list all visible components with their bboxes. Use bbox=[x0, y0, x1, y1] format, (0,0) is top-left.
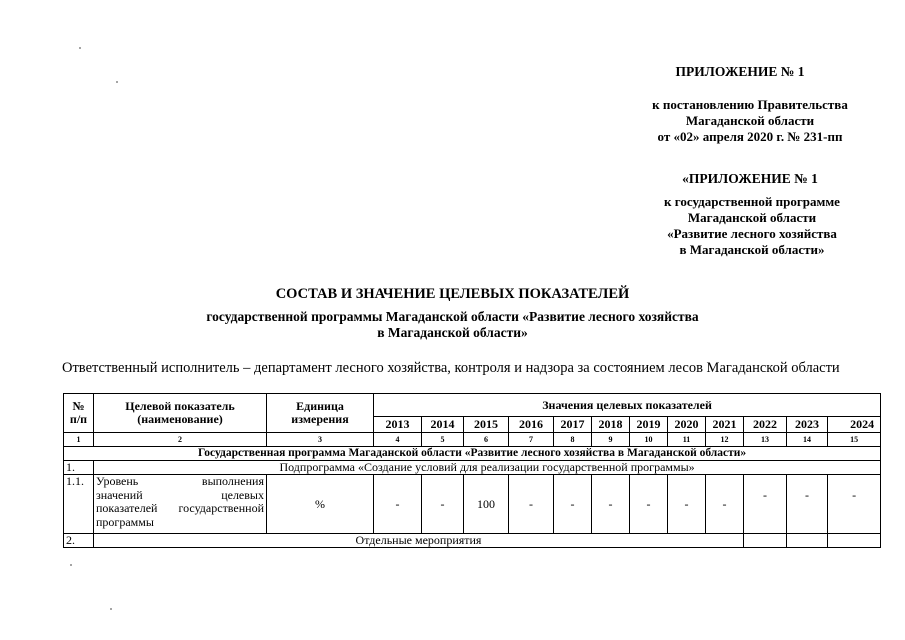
value-cell: - bbox=[668, 475, 706, 534]
value-cell: - bbox=[422, 475, 464, 534]
appendix-title: ПРИЛОЖЕНИЕ № 1 bbox=[675, 64, 805, 79]
column-number: 12 bbox=[706, 433, 744, 447]
year-header: 2015 bbox=[464, 417, 509, 433]
section-number: 2. bbox=[64, 534, 94, 548]
resolution-reference bbox=[600, 97, 900, 145]
column-number: 15 bbox=[828, 433, 881, 447]
column-number: 6 bbox=[464, 433, 509, 447]
resolution-line: от «02» апреля 2020 г. № 231-пп bbox=[657, 129, 843, 144]
value-cell: - bbox=[828, 475, 881, 534]
col-header-unit: Единица измерения bbox=[267, 394, 374, 433]
responsible-executor: Ответственный исполнитель – департамент лесного хозяйства, контроля и надзора за состоянием лесов Магаданской области bbox=[62, 360, 840, 376]
scan-speck bbox=[79, 47, 81, 49]
indicators-table bbox=[63, 393, 881, 548]
value-cell: - bbox=[744, 475, 787, 534]
indicator-line: значений целевых bbox=[96, 487, 264, 502]
column-number: 2 bbox=[94, 433, 267, 447]
column-number: 1 bbox=[64, 433, 94, 447]
indicator-line: показателей государственной bbox=[96, 501, 264, 515]
value-cell: - bbox=[592, 475, 630, 534]
program-line: Магаданской области bbox=[687, 210, 817, 225]
program-reference bbox=[607, 194, 897, 258]
page-title: СОСТАВ И ЗНАЧЕНИЕ ЦЕЛЕВЫХ ПОКАЗАТЕЛЕЙ bbox=[275, 286, 630, 302]
indicator-line: программы bbox=[96, 514, 154, 529]
year-header: 2017 bbox=[554, 417, 592, 433]
empty-cell bbox=[787, 534, 828, 548]
indicator-name bbox=[94, 475, 267, 534]
scan-speck bbox=[70, 564, 72, 566]
subprogram-number: 1. bbox=[64, 461, 94, 475]
year-header: 2018 bbox=[592, 417, 630, 433]
column-number: 5 bbox=[422, 433, 464, 447]
year-header: 2013 bbox=[374, 417, 422, 433]
column-number: 7 bbox=[509, 433, 554, 447]
column-number: 4 bbox=[374, 433, 422, 447]
inner-appendix-title: «ПРИЛОЖЕНИЕ № 1 bbox=[682, 171, 818, 186]
year-header: 2019 bbox=[630, 417, 668, 433]
section-title: Отдельные мероприятия bbox=[94, 534, 744, 548]
indicator-line: Уровень выполнения bbox=[96, 474, 264, 488]
resolution-line: к постановлению Правительства bbox=[652, 97, 848, 112]
column-number-row bbox=[64, 433, 881, 447]
program-row: Государственная программа Магаданской области «Развитие лесного хозяйства в Магаданской области» bbox=[64, 447, 881, 461]
year-header: 2022 bbox=[744, 417, 787, 433]
col-header-indicator: Целевой показатель (наименование) bbox=[94, 394, 267, 433]
column-number: 14 bbox=[787, 433, 828, 447]
program-line: к государственной программе bbox=[664, 194, 840, 209]
unit-cell: % bbox=[267, 475, 374, 534]
column-number: 13 bbox=[744, 433, 787, 447]
page-subtitle-line1: государственной программы Магаданской области «Развитие лесного хозяйства bbox=[206, 309, 699, 324]
year-header: 2024 bbox=[828, 417, 881, 433]
value-cell: - bbox=[374, 475, 422, 534]
year-header: 2016 bbox=[509, 417, 554, 433]
resolution-line: Магаданской области bbox=[685, 113, 815, 128]
year-header: 2020 bbox=[668, 417, 706, 433]
scan-speck bbox=[116, 81, 118, 83]
column-number: 8 bbox=[554, 433, 592, 447]
value-cell: - bbox=[706, 475, 744, 534]
table-row bbox=[64, 475, 881, 534]
col-header-number: № п/п bbox=[64, 394, 94, 433]
column-number: 11 bbox=[668, 433, 706, 447]
column-number: 10 bbox=[630, 433, 668, 447]
column-number: 9 bbox=[592, 433, 630, 447]
scan-speck bbox=[110, 608, 112, 610]
empty-cell bbox=[828, 534, 881, 548]
year-header: 2021 bbox=[706, 417, 744, 433]
program-line: «Развитие лесного хозяйства bbox=[667, 226, 837, 241]
subprogram-title: Подпрограмма «Создание условий для реализации государственной программы» bbox=[94, 461, 881, 475]
col-header-values: Значения целевых показателей bbox=[374, 394, 881, 417]
program-line: в Магаданской области» bbox=[679, 242, 825, 257]
empty-cell bbox=[744, 534, 787, 548]
year-header: 2023 bbox=[787, 417, 828, 433]
column-number: 3 bbox=[267, 433, 374, 447]
value-cell: - bbox=[630, 475, 668, 534]
year-header: 2014 bbox=[422, 417, 464, 433]
value-cell: - bbox=[509, 475, 554, 534]
value-cell: - bbox=[787, 475, 828, 534]
value-cell: 100 bbox=[464, 475, 509, 534]
value-cell: - bbox=[554, 475, 592, 534]
row-number: 1.1. bbox=[64, 475, 94, 534]
page-subtitle-line2: в Магаданской области» bbox=[377, 325, 528, 340]
